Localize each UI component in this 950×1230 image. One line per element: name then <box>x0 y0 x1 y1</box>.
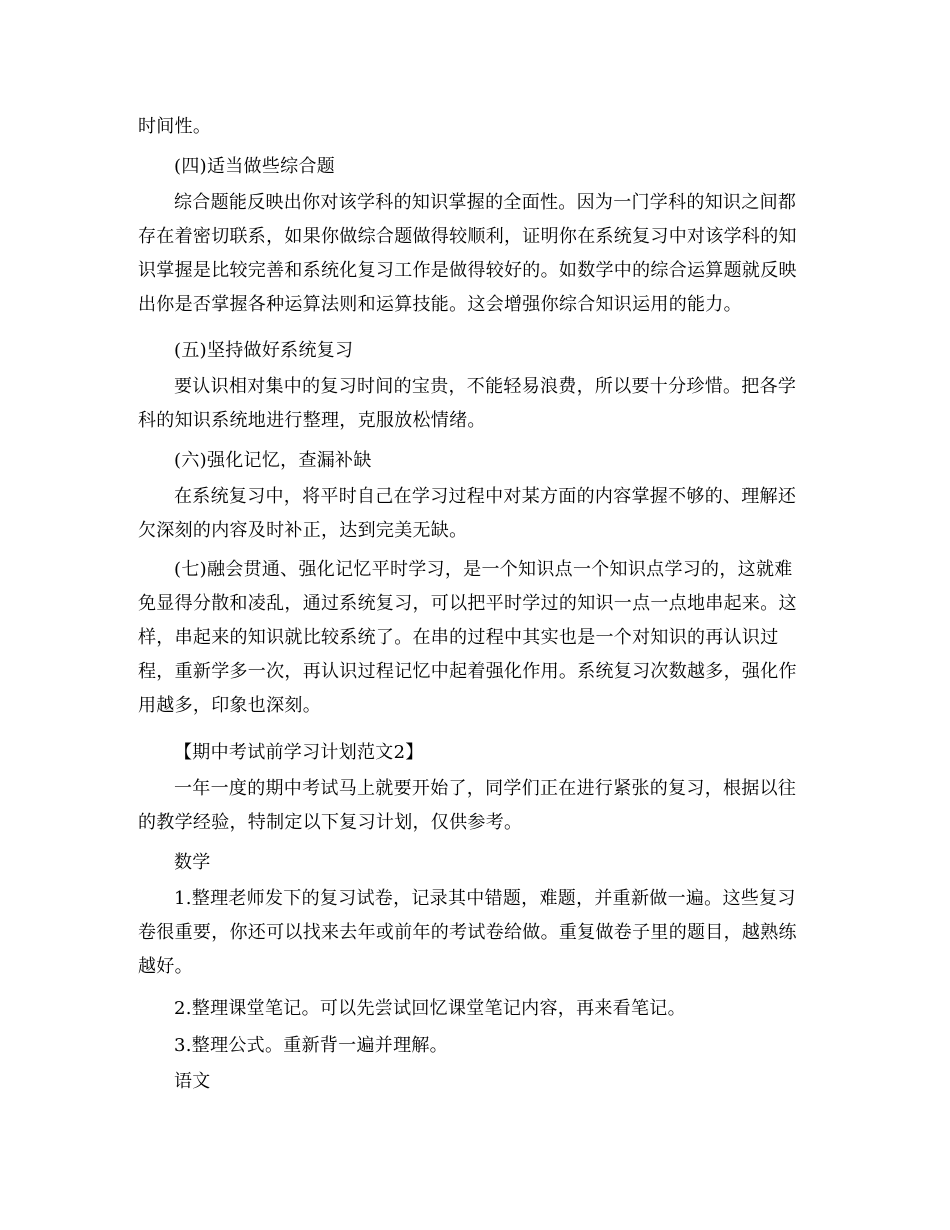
text-line: 出你是否掌握各种运算法则和运算技能。这会增强你综合知识运用的能力。 <box>138 294 742 315</box>
text-line: 在系统复习中，将平时自己在学习过程中对某方面的内容掌握不够的、理解还 <box>174 486 797 507</box>
text-line: 识掌握是比较完善和系统化复习工作是做得较好的。如数学中的综合运算题就反映 <box>138 260 797 281</box>
paragraph-intro <box>138 772 814 840</box>
math-item-1 <box>138 882 814 984</box>
text-line: 科的知识系统地进行整理，克服放松情绪。 <box>138 410 486 431</box>
text-line: 1.整理老师发下的复习试卷，记录其中错题，难题，并重新做一遍。这些复习 <box>174 888 796 909</box>
paragraph-continuation <box>138 110 814 144</box>
math-item-2 <box>138 992 814 1026</box>
text-line: (五)坚持做好系统复习 <box>174 340 354 361</box>
text-line: 样，串起来的知识就比较系统了。在串的过程中其实也是一个对知识的再认识过 <box>138 627 779 648</box>
text-line: 越好。 <box>138 956 193 977</box>
subject-math <box>138 846 814 880</box>
text-line: 欠深刻的内容及时补正，达到完美无缺。 <box>138 520 468 541</box>
text-line: 程，重新学多一次，再认识过程记忆中起着强化作用。系统复习次数越多，强化作 <box>138 661 797 682</box>
text-line: 一年一度的期中考试马上就要开始了，同学们正在进行紧张的复习，根据以往 <box>174 778 797 799</box>
text-line: 卷很重要，你还可以找来去年或前年的考试卷给做。重复做卷子里的题目，越熟练 <box>138 922 797 943</box>
text-line: 时间性。 <box>138 116 212 137</box>
sample-heading <box>138 736 814 770</box>
text-line: 要认识相对集中的复习时间的宝贵，不能轻易浪费，所以要十分珍惜。把各学 <box>174 376 797 397</box>
text-line: 存在着密切联系，如果你做综合题做得较顺利，证明你在系统复习中对该学科的知 <box>138 226 797 247</box>
paragraph-comprehensive <box>138 186 814 322</box>
subject-chinese <box>138 1065 814 1099</box>
section-heading-5 <box>138 334 814 368</box>
text-line: 2.整理课堂笔记。可以先尝试回忆课堂笔记内容，再来看笔记。 <box>174 998 686 1019</box>
paragraph-memory <box>138 480 814 548</box>
text-line: (六)强化记忆，查漏补缺 <box>174 450 372 471</box>
text-line: 3.整理公式。重新背一遍并理解。 <box>174 1035 448 1056</box>
text-line: 数学 <box>174 852 211 873</box>
paragraph-integration <box>138 553 814 723</box>
text-line: 用越多，印象也深刻。 <box>138 695 321 716</box>
text-line: 语文 <box>174 1071 211 1092</box>
section-heading-4 <box>138 150 814 184</box>
text-line: (四)适当做些综合题 <box>174 156 336 177</box>
math-item-3 <box>138 1029 814 1063</box>
text-line: (七)融会贯通、强化记忆平时学习，是一个知识点一个知识点学习的，这就难 <box>174 559 793 580</box>
text-line: 免显得分散和凌乱，通过系统复习，可以把平时学过的知识一点一点地串起来。这 <box>138 593 797 614</box>
section-heading-6 <box>138 444 814 478</box>
paragraph-systematic <box>138 370 814 438</box>
text-line: 的教学经验，特制定以下复习计划，仅供参考。 <box>138 812 523 833</box>
text-line: 【期中考试前学习计划范文2】 <box>174 742 424 763</box>
text-line: 综合题能反映出你对该学科的知识掌握的全面性。因为一门学科的知识之间都 <box>174 192 797 213</box>
